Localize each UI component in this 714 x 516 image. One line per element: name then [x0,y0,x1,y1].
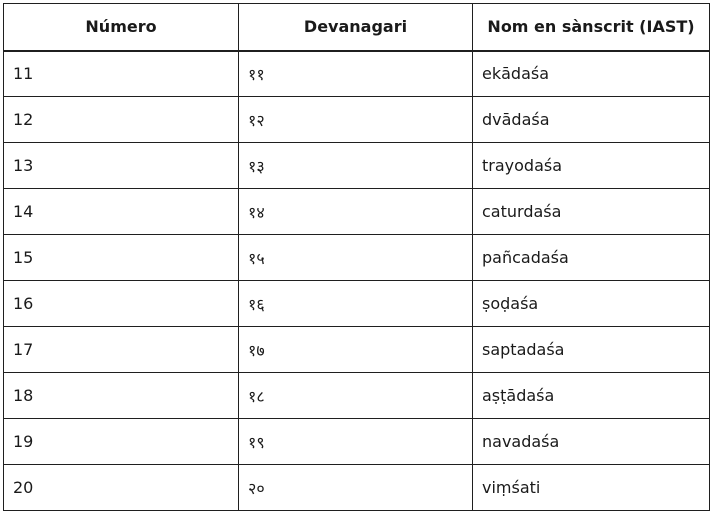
header-devanagari: Devanagari [239,4,473,51]
cell-devanagari: १४ [239,189,473,235]
table-row [4,189,710,235]
cell-devanagari: १७ [239,327,473,373]
cell-devanagari: १२ [239,97,473,143]
table-row [4,235,710,281]
cell-iast-name: pañcadaśa [473,235,710,281]
header-numero: Número [4,4,239,51]
table-row [4,51,710,97]
cell-number: 11 [4,51,239,97]
cell-number: 16 [4,281,239,327]
cell-iast-name: aṣṭādaśa [473,373,710,419]
table-row [4,419,710,465]
cell-iast-name: trayodaśa [473,143,710,189]
cell-number: 14 [4,189,239,235]
cell-number: 13 [4,143,239,189]
cell-iast-name: saptadaśa [473,327,710,373]
cell-devanagari: १३ [239,143,473,189]
table-row [4,465,710,511]
cell-iast-name: ekādaśa [473,51,710,97]
cell-devanagari: १८ [239,373,473,419]
cell-iast-name: viṃśati [473,465,710,511]
cell-iast-name: navadaśa [473,419,710,465]
table-row [4,373,710,419]
numbers-table-container [3,3,709,511]
table-header-row [4,4,710,51]
cell-number: 12 [4,97,239,143]
header-iast-name: Nom en sànscrit (IAST) [473,4,710,51]
cell-iast-name: ṣoḍaśa [473,281,710,327]
cell-number: 15 [4,235,239,281]
cell-devanagari: १५ [239,235,473,281]
cell-number: 17 [4,327,239,373]
table-row [4,327,710,373]
cell-devanagari: २० [239,465,473,511]
table-row [4,143,710,189]
table-row [4,281,710,327]
cell-number: 20 [4,465,239,511]
cell-devanagari: १६ [239,281,473,327]
cell-iast-name: dvādaśa [473,97,710,143]
cell-number: 19 [4,419,239,465]
cell-devanagari: १९ [239,419,473,465]
cell-number: 18 [4,373,239,419]
table-row [4,97,710,143]
numbers-table [3,3,710,511]
cell-devanagari: ११ [239,51,473,97]
cell-iast-name: caturdaśa [473,189,710,235]
